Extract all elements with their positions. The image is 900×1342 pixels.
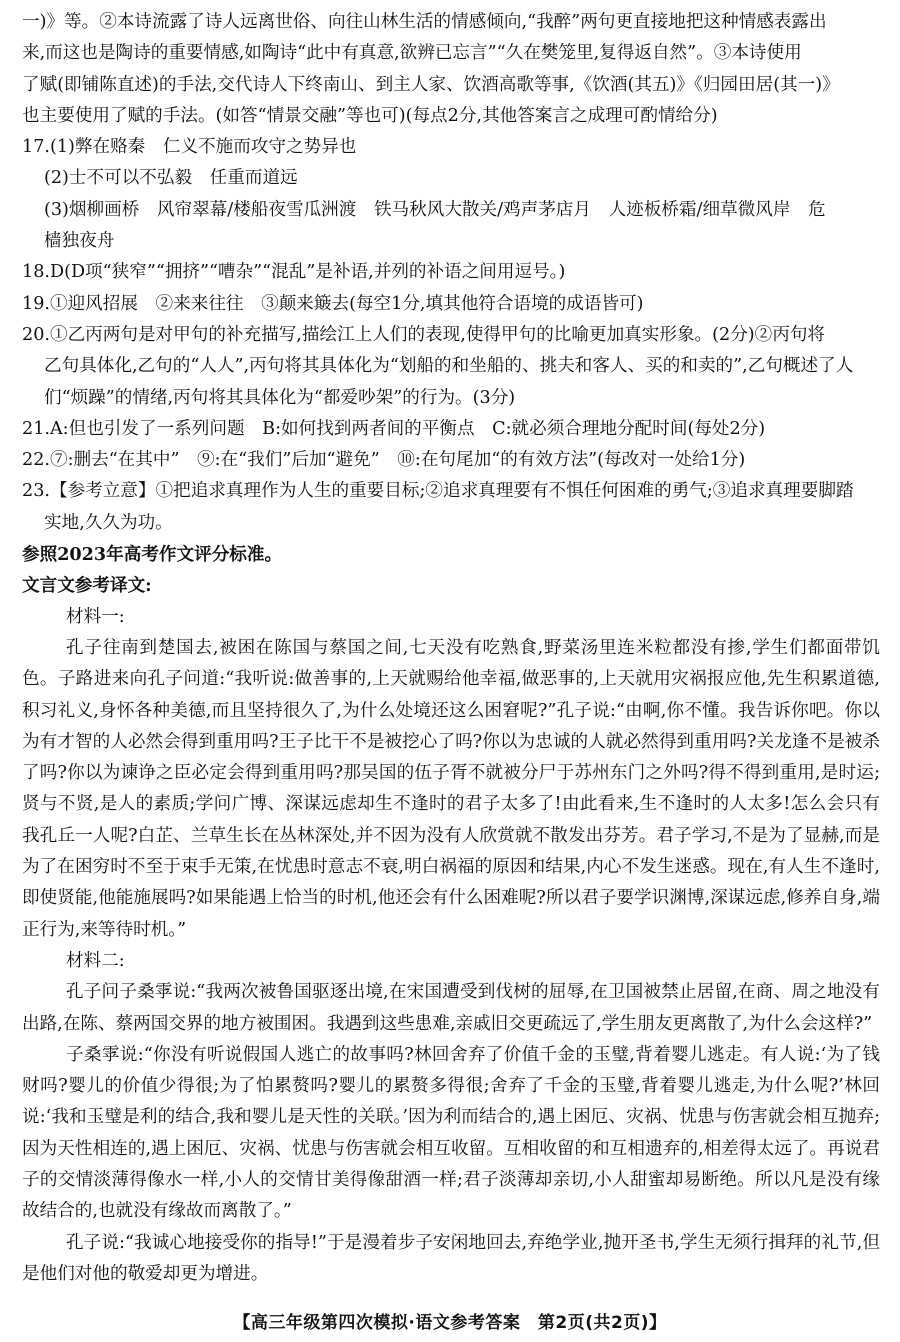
answer-17: 17.(1)弊在赂秦 仁义不施而攻守之势异也 xyxy=(22,137,357,158)
text-line: 乙句具体化,乙句的“人人”,丙句将其具体化为“划船的和坐船的、挑夫和客人、买的和卖的”,乙句概述了人 xyxy=(44,356,854,377)
answer-21: 21.A:但也引发了一系列问题 B:如何找到两者间的平衡点 C:就必须合理地分配时间(每处2分) xyxy=(22,418,766,439)
essay-grading-note: 参照2023年高考作文评分标准。 xyxy=(22,544,283,566)
material-two-paragraph: 孔子问子桑雽说:“我两次被鲁国驱逐出境,在宋国遭受到伐树的屈辱,在卫国被禁止居留,在商、周之地没有出路,在陈、蔡两国交界的地方被围困。我遇到这些患难,亲戚旧交更疏远了,学生朋友更离散了,为什么会这样?” xyxy=(22,982,880,1034)
answer-text xyxy=(22,7,880,1290)
text-line: 了赋(即铺陈直述)的手法,交代诗人下终南山、到主人家、饮酒高歌等事,《饮酒(其五)》《归园田居(其一)》 xyxy=(22,74,840,95)
answer-17-3: (3)烟柳画桥 风帘翠幕/楼船夜雪瓜洲渡 铁马秋风大散关/鸡声茅店月 人迹板桥霜/细草微风岸 危 xyxy=(44,199,826,220)
answer-19: 19.①迎风招展 ②来来往往 ③颠来簸去(每空1分,填其他符合语境的成语皆可) xyxy=(22,293,644,314)
text-line: 们“烦躁”的情绪,丙句将其具体化为“都爱吵架”的行为。(3分) xyxy=(44,387,516,408)
page-footer: 【高三年级第四次模拟·语文参考答案 第2页(共2页)】 xyxy=(233,1313,667,1333)
answer-17-2: (2)士不可以不弘毅 任重而道远 xyxy=(44,168,298,189)
material-one-label: 材料一: xyxy=(66,606,125,627)
text-line: 也主要使用了赋的手法。(如答“情景交融”等也可)(每点2分,其他答案言之成理可酌情给分) xyxy=(22,105,718,126)
text-line: 樯独夜舟 xyxy=(44,231,115,252)
material-two-paragraph: 孔子说:“我诚心地接受你的指导!”于是漫着步子安闲地回去,弃绝学业,抛开圣书,学生无须行揖拜的礼节,但是他们对他的敬爱却更为增进。 xyxy=(22,1232,880,1284)
material-one-paragraph: 孔子往南到楚国去,被困在陈国与蔡国之间,七天没有吃熟食,野菜汤里连米粒都没有掺,学生们都面带饥色。子路进来向孔子问道:“我听说:做善事的,上天就赐给他幸福,做恶事的,上天就用灾祸报应他,先生积累道德,积习礼义,身怀各种美德,而且坚持很久了,为什么处境还这么困窘呢?”孔子说:“由啊,你不懂。我告诉你吧。你以为有才智的人必然会得到重用吗?王子比干不是被挖心了吗?你以为忠诚的人就必然得到重用吗?关龙逢不是被杀了吗?你以为谏诤之臣必定会得到重用吗?那吴国的伍子胥不就被分尸于苏州东门之外吗?得不得到重用,是时运;贤与不贤,是人的素质;学问广博、深谋远虑却生不逢时的君子太多了!由此看来,生不逢时的人太多!怎么会只有我孔丘一人呢?白芷、兰草生长在丛林深处,并不因为没有人欣赏就不散发出芬芳。君子学习,不是为了显赫,而是为了在困穷时不至于束手无策,在忧患时意志不衰,明白祸福的原因和结果,内心不发生迷惑。现在,有人生不逢时,即使贤能,他能施展吗?如果能遇上恰当的时机,他还会有什么困难呢?所以君子要学识渊博,深谋远虑,修养自身,端正行为,来等待时机。” xyxy=(22,637,880,940)
text-line: 一)》等。②本诗流露了诗人远离世俗、向往山林生活的情感倾向,“我醉”两句更直接地把这种情感表露出 xyxy=(22,12,827,32)
answer-20: 20.①乙丙两句是对甲句的补充描写,描绘江上人们的表现,使得甲句的比喻更加真实形象。(2分)②丙句将 xyxy=(22,324,826,345)
translation-heading: 文言文参考译文: xyxy=(22,575,152,597)
text-line: 来,而这也是陶诗的重要情感,如陶诗“此中有真意,欲辨已忘言”“久在樊笼里,复得返自然”。③本诗使用 xyxy=(22,43,802,64)
material-two-paragraph: 子桑雽说:“你没有听说假国人逃亡的故事吗?林回舍弃了价值千金的玉璧,背着婴儿逃走。有人说:‘为了钱财吗?婴儿的价值少得很;为了怕累赘吗?婴儿的累赘多得很;舍弃了千金的玉璧,背着婴儿逃走,为什么呢?’林回说:‘我和玉璧是利的结合,我和婴儿是天性的关联。’因为利而结合的,遇上困厄、灾祸、忧患与伤害就会相互抛弃;因为天性相连的,遇上困厄、灾祸、忧患与伤害就会相互收留。互相收留的和互相遗弃的,相差得太远了。再说君子的交情淡薄得像水一样,小人的交情甘美得像甜酒一样;君子淡薄却亲切,小人甜蜜却易断绝。所以凡是没有缘故结合的,也就没有缘故而离散了。” xyxy=(22,1044,880,1222)
answer-23: 23.【参考立意】①把追求真理作为人生的重要目标;②追求真理要有不惧任何困难的勇气;③追求真理要脚踏 xyxy=(22,481,854,502)
answer-18: 18.D(D项“狭窄”“拥挤”“嘈杂”“混乱”是补语,并列的补语之间用逗号。) xyxy=(22,262,566,283)
text-line: 实地,久久为功。 xyxy=(44,512,173,533)
answer-22: 22.⑦:删去“在其中” ⑨:在“我们”后加“避免” ⑩:在句尾加“的有效方法”(每改对一处给1分) xyxy=(22,450,746,471)
material-two-label: 材料二: xyxy=(66,950,125,971)
